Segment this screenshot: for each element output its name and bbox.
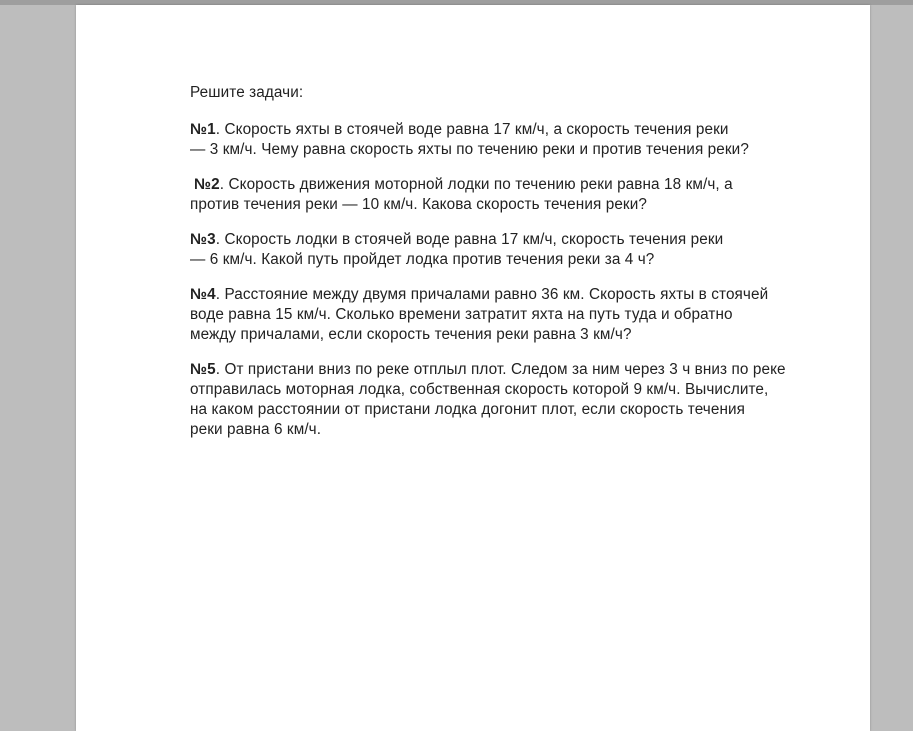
task-line: на каком расстоянии от пристани лодка догонит плот, если скорость течения xyxy=(190,401,746,418)
document-heading: Решите задачи: xyxy=(190,84,304,101)
task-line xyxy=(190,230,830,250)
task-number: №3 xyxy=(190,231,216,248)
task-line xyxy=(194,175,830,195)
task-3 xyxy=(190,230,830,270)
task-number: №1 xyxy=(190,121,216,138)
task-1 xyxy=(190,120,830,160)
document-content xyxy=(190,83,830,455)
task-line: отправилась моторная лодка, собственная скорость которой 9 км/ч. Вычислите, xyxy=(190,381,769,398)
task-number: №5 xyxy=(190,361,216,378)
task-line: — 3 км/ч. Чему равна скорость яхты по течению реки и против течения реки? xyxy=(190,141,749,158)
task-5 xyxy=(190,360,830,440)
document-page xyxy=(76,5,870,731)
task-text: . Скорость яхты в стоячей воде равна 17 км/ч, а скорость течения реки xyxy=(215,121,729,138)
task-number: №4 xyxy=(190,286,216,303)
task-text: . Скорость лодки в стоячей воде равна 17 км/ч, скорость течения реки xyxy=(215,231,724,248)
task-line: реки равна 6 км/ч. xyxy=(190,421,322,438)
task-2 xyxy=(190,175,830,215)
task-line: против течения реки — 10 км/ч. Какова скорость течения реки? xyxy=(190,196,647,213)
task-text: . Скорость движения моторной лодки по течению реки равна 18 км/ч, а xyxy=(219,176,733,193)
task-4 xyxy=(190,285,830,345)
task-text: . Расстояние между двумя причалами равно 36 км. Скорость яхты в стоячей xyxy=(215,286,769,303)
task-text: . От пристани вниз по реке отплыл плот. Следом за ним через 3 ч вниз по реке xyxy=(215,361,786,378)
task-line: воде равна 15 км/ч. Сколько времени затратит яхта на путь туда и обратно xyxy=(190,306,733,323)
task-line xyxy=(190,120,830,140)
task-line xyxy=(190,285,830,305)
task-line: между причалами, если скорость течения реки равна 3 км/ч? xyxy=(190,326,632,343)
task-line: — 6 км/ч. Какой путь пройдет лодка против течения реки за 4 ч? xyxy=(190,251,655,268)
task-line xyxy=(190,360,830,380)
task-number: №2 xyxy=(194,176,220,193)
